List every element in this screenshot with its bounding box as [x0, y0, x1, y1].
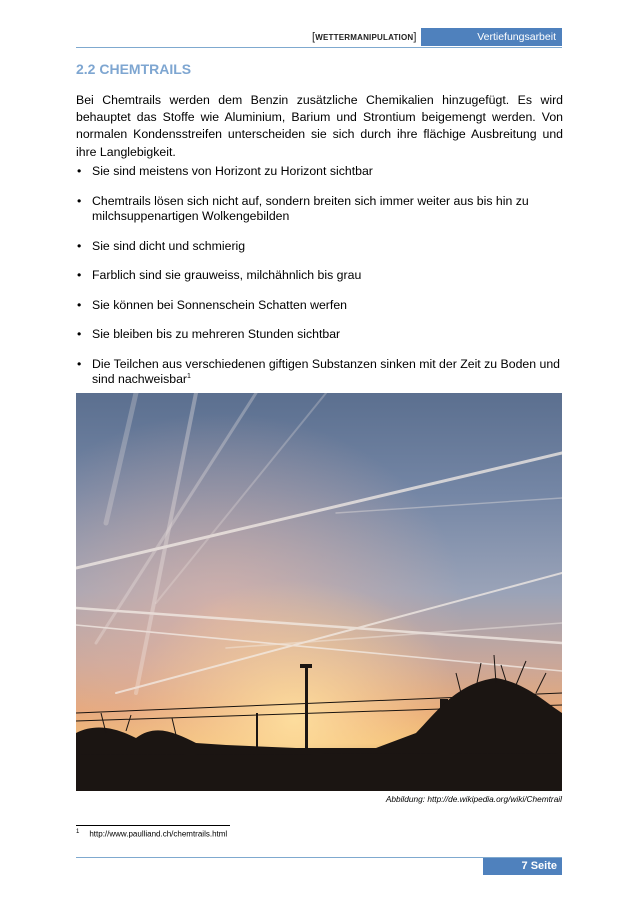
chemtrail-sky-photo: [76, 393, 562, 791]
header-document-type: Vertiefungsarbeit: [421, 28, 562, 46]
list-item: [76, 327, 563, 343]
bullet-icon: •: [77, 327, 82, 341]
header-chapter-text: WETTERMANIPULATION: [315, 33, 414, 42]
footnote-reference: 1: [187, 372, 191, 380]
list-item: [76, 239, 563, 255]
bullet-icon: •: [77, 238, 82, 253]
list-item: [76, 268, 563, 284]
intro-paragraph: Bei Chemtrails werden dem Benzin zusätzliche Chemikalien hinzugefügt. Es wird behauptet das Stoffe wie Aluminium, Barium und Strontium beigemengt werden. Von normalen Kondensstreifen unterscheiden sie sich durch ihre flächige Ausbreitung und ihre Langlebigkeit.: [76, 93, 563, 159]
list-item-text: Sie können bei Sonnenschein Schatten werfen: [92, 297, 347, 312]
header-divider: [76, 47, 562, 48]
list-item-text: Sie sind meistens von Horizont zu Horizont sichtbar: [92, 164, 373, 178]
page-number: 7 Seite: [483, 858, 562, 875]
footnote: [76, 829, 227, 839]
bullet-icon: •: [77, 297, 82, 312]
bullet-icon: •: [77, 193, 82, 208]
list-item-text: Sie bleiben bis zu mehreren Stunden sichtbar: [92, 327, 341, 341]
footnote-divider: [76, 825, 230, 826]
bullet-list: [76, 164, 563, 402]
bullet-icon: •: [77, 164, 82, 178]
list-item: [76, 298, 563, 314]
list-item-text: Sie sind dicht und schmierig: [92, 238, 246, 253]
list-item: [76, 357, 563, 388]
figure-caption: Abbildung: http://de.wikipedia.org/wiki/Chemtrail: [385, 794, 562, 804]
header-chapter: [WETTERMANIPULATION]: [312, 31, 417, 43]
footnote-link[interactable]: http://www.paulliand.ch/chemtrails.html: [89, 829, 228, 839]
list-item: [76, 194, 563, 225]
footnote-number: 1: [76, 829, 80, 835]
list-item-text: Farblich sind sie grauweiss, milchähnlich bis grau: [92, 268, 362, 282]
list-item: [76, 164, 563, 180]
list-item-text: Die Teilchen aus verschiedenen giftigen Substanzen sinken mit der Zeit zu Boden und sind nachweisbar: [92, 356, 561, 386]
bullet-icon: •: [77, 268, 82, 282]
list-item-text: Chemtrails lösen sich nicht auf, sondern breiten sich immer weiter aus bis hin zu milchsuppenartigen Wolkengebilden: [92, 193, 529, 223]
bullet-icon: •: [77, 356, 82, 371]
section-title: 2.2 CHEMTRAILS: [76, 61, 192, 77]
